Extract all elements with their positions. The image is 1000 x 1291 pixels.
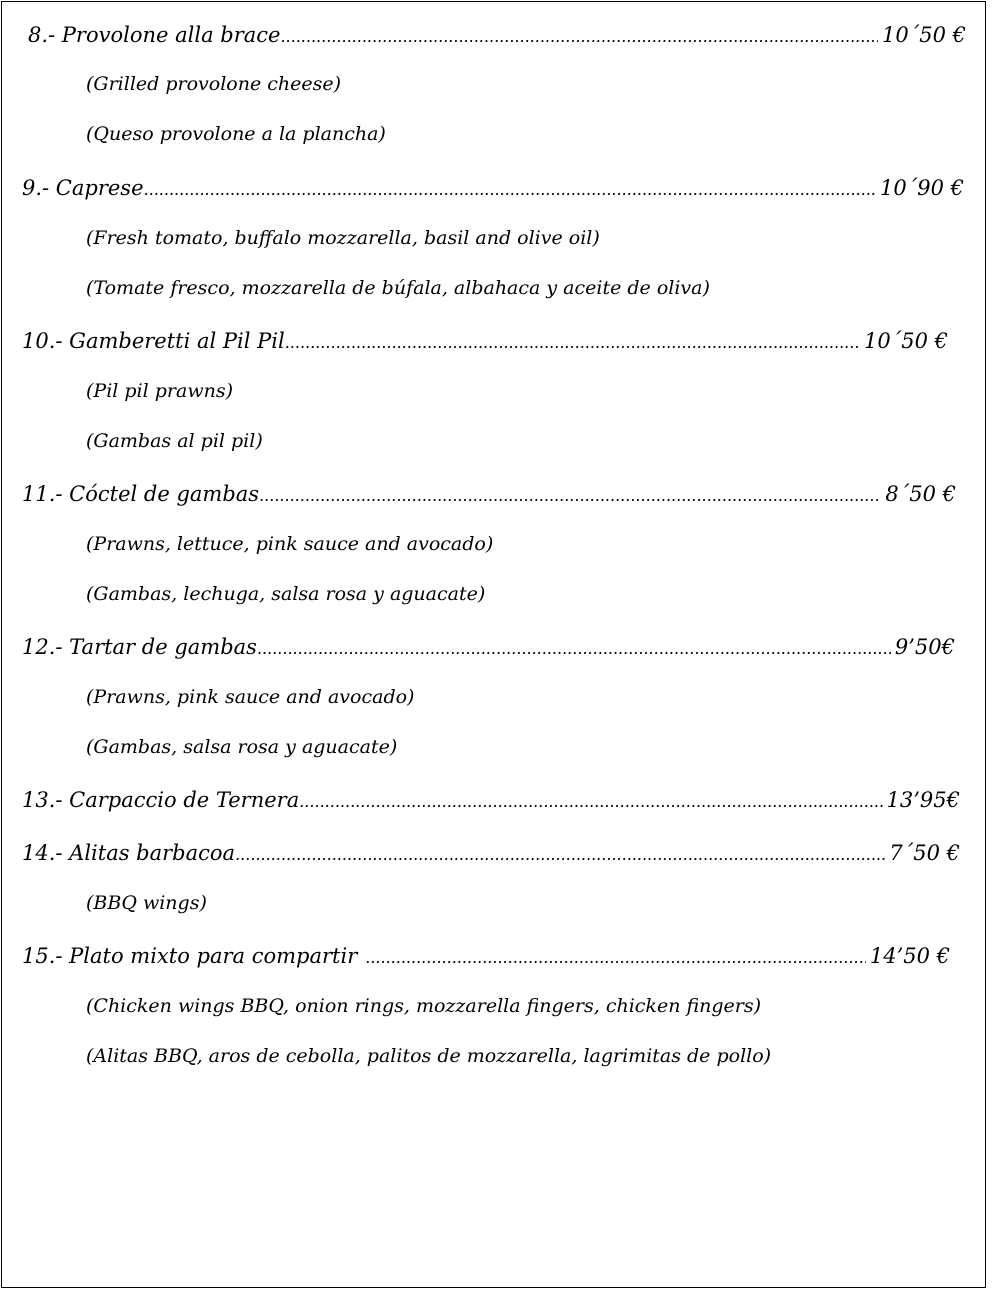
leader-dots	[280, 29, 878, 45]
leader-dots	[299, 794, 882, 810]
item-price: 7´50 €	[889, 841, 960, 865]
menu-item-alitas	[22, 843, 960, 864]
leader-dots	[144, 182, 877, 198]
item-description-es: (Gambas, salsa rosa y aguacate)	[86, 736, 398, 758]
item-description-en: (BBQ wings)	[86, 892, 207, 914]
item-description-en: (Fresh tomato, buffalo mozzarella, basil and olive oil)	[86, 227, 600, 249]
leader-dots	[257, 641, 891, 657]
item-description-en: (Chicken wings BBQ, onion rings, mozzarella fingers, chicken fingers)	[86, 995, 762, 1017]
item-description-es: (Gambas al pil pil)	[86, 430, 263, 452]
item-title: 9.- Caprese	[22, 176, 144, 200]
item-title: 14.- Alitas barbacoa	[22, 841, 236, 865]
item-description-en: (Pil pil prawns)	[86, 380, 233, 402]
leader-dots	[285, 335, 860, 351]
item-description-en: (Prawns, lettuce, pink sauce and avocado)	[86, 533, 494, 555]
leader-dots	[259, 488, 881, 504]
menu-item-coctel-gambas	[22, 484, 956, 505]
item-price: 10´90 €	[880, 176, 964, 200]
item-description-es: (Tomate fresco, mozzarella de búfala, albahaca y aceite de oliva)	[86, 277, 710, 299]
item-title: 8.- Provolone alla brace	[28, 23, 281, 47]
item-description-es: (Queso provolone a la plancha)	[86, 123, 386, 145]
leader-dots	[365, 950, 866, 966]
leader-dots	[235, 847, 885, 863]
item-title: 13.- Carpaccio de Ternera	[22, 788, 300, 812]
item-description-es: (Gambas, lechuga, salsa rosa y aguacate)	[86, 583, 486, 605]
item-description-es: (Alitas BBQ, aros de cebolla, palitos de mozzarella, lagrimitas de pollo)	[86, 1045, 772, 1067]
item-description-en: (Prawns, pink sauce and avocado)	[86, 686, 415, 708]
item-price: 8´50 €	[885, 482, 956, 506]
item-price: 10´50 €	[864, 329, 948, 353]
item-price: 9’50€	[894, 635, 955, 659]
menu-item-plato-mixto	[22, 946, 950, 967]
menu-item-gamberetti	[22, 331, 948, 352]
item-price: 14’50 €	[869, 944, 950, 968]
item-description-en: (Grilled provolone cheese)	[86, 73, 342, 95]
item-title: 12.- Tartar de gambas	[22, 635, 257, 659]
item-title: 10.- Gamberetti al Pil Pil	[22, 329, 285, 353]
menu-item-carpaccio	[22, 790, 960, 811]
menu-item-tartar-gambas	[22, 637, 955, 658]
item-title: 15.- Plato mixto para compartir	[22, 944, 358, 968]
menu-item-caprese	[22, 178, 964, 199]
menu-item-provolone	[28, 25, 966, 46]
item-price: 13’95€	[886, 788, 960, 812]
item-price: 10´50 €	[882, 23, 966, 47]
item-title: 11.- Cóctel de gambas	[22, 482, 260, 506]
